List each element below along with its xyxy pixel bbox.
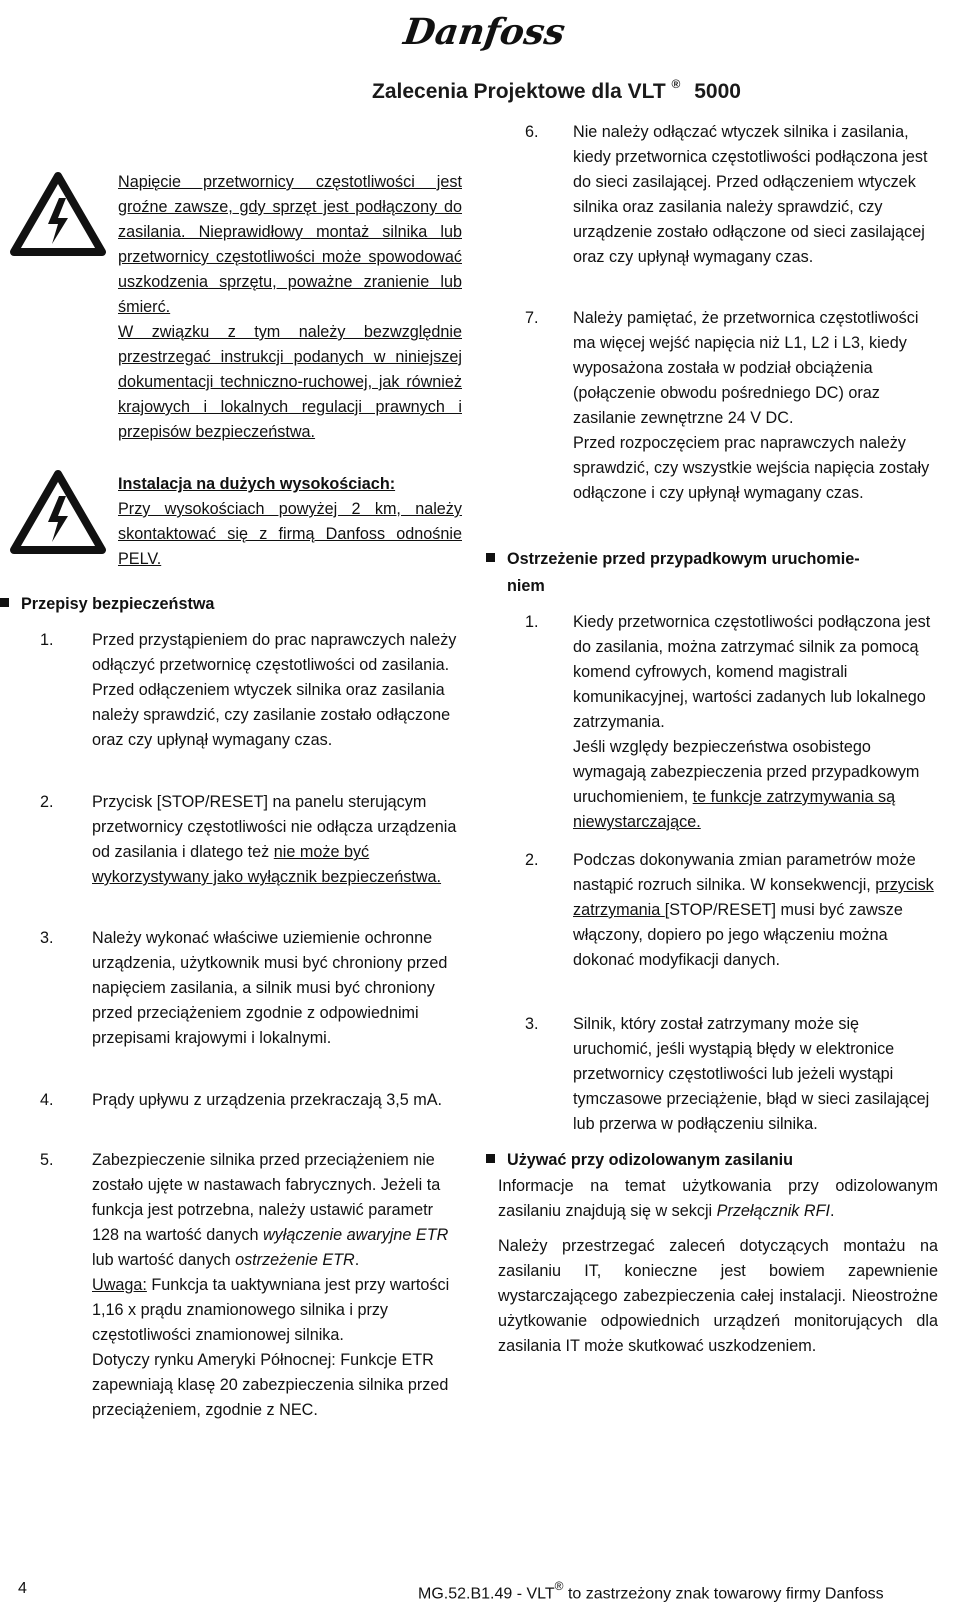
item-number: 5. bbox=[40, 1151, 54, 1169]
isolated-para-2: Należy przestrzegać zaleceń dotyczących montażu na zasilaniu IT, konieczne jest bowiem zapewnienie wystarczającego zabezpieczenia całej instalacji. Nieostrożne użytkowanie odpowiednich urządzeń monitorujących dla zasilania IT może skutkować uszkodzeniem. bbox=[498, 1237, 938, 1355]
warning-1-text-2: W związku z tym należy bezwzględnie przestrzegać instrukcji podanych w niniejszej dokumentacji techniczno-ruchowej, jak również krajowych i lokalnych regulacji prawnych i przepisów bezpieczeństwa. bbox=[118, 323, 462, 441]
item-7-para-1: Należy pamiętać, że przetwornica częstotliwości ma więcej wejść napięcia niż L1, L2 i L3, kiedy wyposażona została w podział obciążenia (połączenie obwodu pośredniego DC) oraz zasilanie zewnętrzne 24 V DC. bbox=[573, 309, 919, 427]
item-text: Nie należy odłączać wtyczek silnika i zasilania, kiedy przetwornica częstotliwości podłączona jest do sieci zasilającej. Przed odłączeniem wtyczek silnika oraz zasilania należy sprawdzić, czy urządzenie zostało odłączone od sieci zasilającej oraz czy upłynął wymagany czas. bbox=[573, 123, 928, 266]
item-text bbox=[92, 790, 460, 890]
bullet-square-icon bbox=[486, 1154, 495, 1163]
bullet-square-icon bbox=[0, 598, 9, 607]
high-voltage-warning-icon bbox=[10, 172, 106, 256]
item-text bbox=[573, 306, 935, 506]
title-text: Zalecenia Projektowe dla VLT bbox=[372, 80, 666, 103]
item-5-note: Uwaga: Funkcja ta uaktywniana jest przy wartości 1,16 x prądu znamionowego silnika i przy częstotliwości znamionowej silnika. bbox=[92, 1276, 450, 1344]
warning-2 bbox=[118, 472, 462, 572]
safety-heading bbox=[0, 592, 214, 617]
logo-wordmark: Danfoss bbox=[401, 10, 568, 53]
registered-mark: ® bbox=[554, 1579, 564, 1593]
trademark-text: to zastrzeżony znak towarowy firmy Danfoss bbox=[563, 1585, 884, 1603]
item-number: 3. bbox=[525, 1015, 539, 1033]
bullet-square-icon bbox=[486, 553, 495, 562]
item-text: Podczas dokonywania zmian parametrów może nastąpić rozruch silnika. W konsekwencji, przycisk zatrzymania [STOP/RESET] musi być zawsze włączony, dopiero po jego włączeniu można dokonać modyfikacji danych. bbox=[573, 851, 934, 969]
danfoss-logo bbox=[401, 4, 568, 56]
startup-1-para-1: Kiedy przetwornica częstotliwości podłączona jest do zasilania, można zatrzymać silnik za pomocą komend cyfrowych, komend magistrali komunikacyjnej, wartości zadanych lub lokalnego zatrzymania. bbox=[573, 613, 931, 731]
isolated-supply-heading bbox=[486, 1148, 793, 1173]
item-number: 1. bbox=[40, 631, 54, 649]
item-number: 7. bbox=[525, 309, 539, 327]
startup-heading-text: Ostrzeżenie przed przypadkowym uruchomie- bbox=[507, 550, 860, 568]
page-number: 4 bbox=[18, 1580, 27, 1597]
high-voltage-warning-icon-2 bbox=[10, 470, 106, 554]
page-title bbox=[372, 74, 741, 104]
item-7-para-2: Przed rozpoczęciem prac naprawczych należy sprawdzić, czy wszystkie wejścia napięcia zostały odłączone i czy upłynął wymagany czas. bbox=[573, 434, 930, 502]
startup-warning-heading bbox=[486, 546, 860, 600]
warning-2-text: Przy wysokościach powyżej 2 km, należy skontaktować się z firmą Danfoss odnośnie PELV. bbox=[118, 500, 462, 568]
item-5-note-2: Dotyczy rynku Ameryki Północnej: Funkcje ETR zapewniają klasę 20 zabezpieczenia silnika przed przeciążeniem, zgodnie z NEC. bbox=[92, 1351, 449, 1419]
item-number: 2. bbox=[525, 851, 539, 869]
title-model: 5000 bbox=[694, 80, 741, 103]
item-text bbox=[92, 1148, 460, 1423]
item-number: 4. bbox=[40, 1091, 54, 1109]
item-text: Należy wykonać właściwe uziemienie ochronne urządzenia, użytkownik musi być chroniony przed napięciem zasilania, a silnik musi być chroniony przed przeciążeniem zgodnie z odpowiednimi przepisami krajowymi i lokalnymi. bbox=[92, 929, 448, 1047]
isolated-supply-body bbox=[498, 1174, 938, 1359]
item-number: 2. bbox=[40, 793, 54, 811]
isolated-heading-text: Używać przy odizolowanym zasilaniu bbox=[507, 1151, 794, 1169]
item-number: 6. bbox=[525, 123, 539, 141]
registered-mark: ® bbox=[671, 77, 681, 91]
isolated-para-1: Informacje na temat użytkowania przy odizolowanym zasilaniu znajdują się w sekcji Przełącznik RFI. bbox=[498, 1177, 938, 1220]
startup-1-para-2: Jeśli względy bezpieczeństwa osobistego wymagają zabezpieczenia przed przypadkowym uruchomieniem, te funkcje zatrzymywania są niewystarczające. bbox=[573, 738, 920, 831]
item-5-para-1: Zabezpieczenie silnika przed przeciążeniem nie zostało ujęte w nastawach fabrycznych. Jeżeli ta funkcja jest potrzebna, należy ustawić parametr 128 na wartość danych wyłączenie awaryjne ETR lub wartość danych ostrzeżenie ETR. bbox=[92, 1151, 449, 1269]
item-text bbox=[573, 610, 935, 835]
footer-trademark bbox=[418, 1576, 884, 1606]
warning-1 bbox=[118, 170, 462, 445]
item-text: Silnik, który został zatrzymany może się uruchomić, jeśli wystąpią błędy w elektronice przetwornicy częstotliwości lub jeżeli wystąpi tymczasowe przeciążenie, błąd w sieci zasilającej lub przerwa w podłączeniu silnika. bbox=[573, 1015, 930, 1133]
item-text-a: Przycisk [STOP/RESET] na panelu sterującym przetwornicy częstotliwości nie odłącza urządzenia od zasilania i dlatego też bbox=[92, 793, 457, 861]
warning-1-text: Napięcie przetwornicy częstotliwości jest groźne zawsze, gdy sprzęt jest podłączony do zasilania. Nieprawidłowy montaż silnika lub przetwornicy częstotliwości może spowodować uszkodzenia sprzętu, poważne zranienie lub śmierć. bbox=[118, 173, 462, 316]
startup-heading-text-2: niem bbox=[507, 577, 545, 595]
item-number: 1. bbox=[525, 613, 539, 631]
item-number: 3. bbox=[40, 929, 54, 947]
item-text: Przed przystąpieniem do prac naprawczych należy odłączyć przetwornicę częstotliwości od zasilania. Przed odłączeniem wtyczek silnika oraz zasilania należy sprawdzić, czy zasilanie zostało odłączone oraz czy upłynął wymagany czas. bbox=[92, 631, 457, 749]
doc-number: MG.52.B1.49 - VLT bbox=[418, 1585, 555, 1603]
item-text-underlined: nie może być wykorzystywany jako wyłącznik bezpieczeństwa. bbox=[92, 843, 442, 886]
safety-heading-text: Przepisy bezpieczeństwa bbox=[21, 595, 215, 613]
item-text: Prądy upływu z urządzenia przekraczają 3,5 mA. bbox=[92, 1091, 442, 1109]
warning-2-title: Instalacja na dużych wysokościach: bbox=[118, 475, 396, 493]
